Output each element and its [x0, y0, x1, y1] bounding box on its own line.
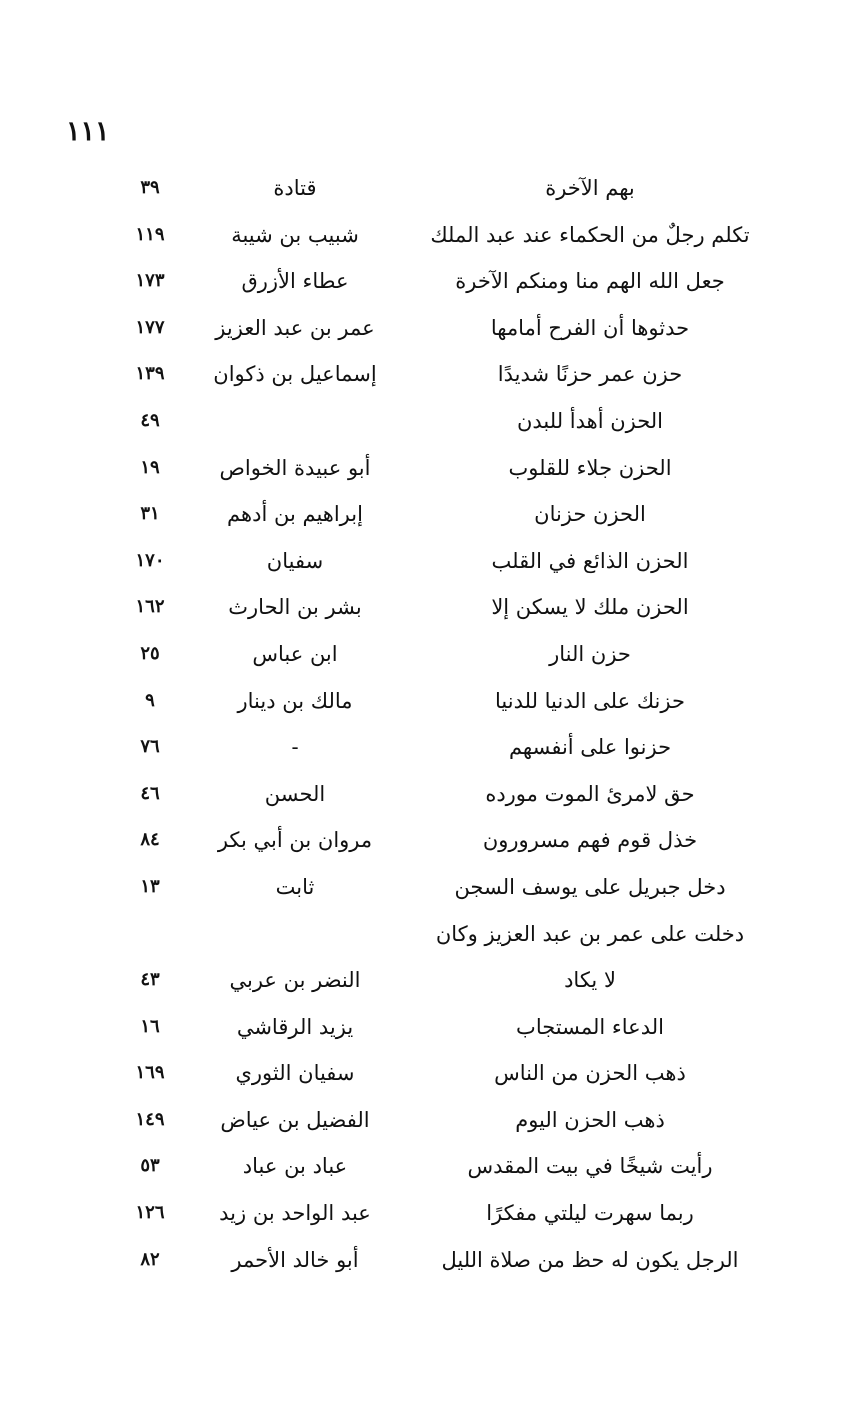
entry-phrase: حزن النار — [549, 641, 631, 666]
entry-narrator: عباد بن عباد — [242, 1154, 348, 1179]
entry-page: ٣١ — [140, 503, 160, 525]
entry-page: ١١٩ — [135, 223, 165, 245]
index-row — [100, 678, 760, 725]
index-row — [100, 258, 760, 305]
entry-narrator: بشر بن الحارث — [228, 595, 362, 620]
entry-phrase: لا يكاد — [564, 968, 616, 993]
entry-page: ٧٦ — [140, 736, 160, 758]
entry-narrator: مروان بن أبي بكر — [217, 828, 373, 853]
index-row — [100, 631, 760, 678]
index-row — [100, 1097, 760, 1144]
entry-narrator: أبو عبيدة الخواص — [219, 455, 371, 480]
entry-narrator: عبد الواحد بن زيد — [219, 1201, 371, 1226]
index-row — [100, 957, 760, 1004]
index-row — [100, 351, 760, 398]
index-row — [100, 724, 760, 771]
entry-narrator: إبراهيم بن أدهم — [227, 502, 363, 527]
index-row — [100, 584, 760, 631]
entry-phrase: الحزن ملك لا يسكن إلا — [491, 595, 689, 620]
index-row — [100, 1143, 760, 1190]
entry-phrase: دخل جبريل على يوسف السجن — [454, 874, 726, 899]
entry-narrator: النضر بن عربي — [229, 968, 361, 993]
entry-narrator: مالك بن دينار — [237, 688, 353, 713]
page-number: ١١١ — [66, 116, 110, 147]
entry-narrator: - — [291, 735, 299, 760]
entry-narrator: ثابت — [275, 874, 315, 899]
entry-page: ١٢٦ — [135, 1202, 165, 1224]
index-row — [100, 1237, 760, 1284]
entry-phrase: جعل الله الهم منا ومنكم الآخرة — [455, 269, 725, 294]
entry-page: ٢٥ — [140, 642, 160, 664]
entry-phrase: حزنوا على أنفسهم — [508, 735, 672, 760]
index-row — [100, 864, 760, 911]
entry-phrase: حدثوها أن الفرح أمامها — [490, 315, 690, 340]
entry-narrator: عطاء الأزرق — [241, 269, 349, 294]
entry-page: ١٧٧ — [135, 316, 165, 338]
index-row — [100, 1190, 760, 1237]
index-table — [100, 165, 760, 1283]
entry-narrator: ابن عباس — [252, 641, 338, 666]
entry-page: ١٤٩ — [135, 1108, 165, 1130]
index-row — [100, 817, 760, 864]
index-row — [100, 771, 760, 818]
entry-phrase: خذل قوم فهم مسرورون — [482, 828, 698, 853]
entry-phrase: الحزن أهدأ للبدن — [516, 408, 664, 433]
entry-page: ٤٦ — [140, 782, 160, 804]
entry-phrase: حق لامرئ الموت مورده — [485, 781, 695, 806]
entry-narrator: شبيب بن شيبة — [231, 222, 359, 247]
entry-page: ١٣ — [140, 875, 160, 897]
entry-narrator: قتادة — [273, 176, 317, 200]
entry-phrase: ذهب الحزن من الناس — [494, 1061, 686, 1086]
entry-phrase: رأيت شيخًا في بيت المقدس — [467, 1154, 713, 1179]
entry-phrase: الحزن الذائع في القلب — [491, 548, 689, 573]
entry-narrator: أبو خالد الأحمر — [231, 1247, 359, 1272]
entry-phrase: ربما سهرت ليلتي مفكرًا — [486, 1201, 694, 1226]
entry-page: ١٦ — [140, 1015, 160, 1037]
entry-phrase: بهم الآخرة — [545, 176, 635, 200]
entry-page: ١٦٩ — [135, 1062, 165, 1084]
entry-phrase: الحزن حزنان — [534, 502, 646, 527]
entry-page: ٥٣ — [140, 1155, 160, 1177]
index-row — [100, 165, 760, 212]
index-row — [100, 538, 760, 585]
entry-page: ١٣٩ — [135, 363, 165, 385]
index-row — [100, 305, 760, 352]
entry-phrase: الدعاء المستجاب — [516, 1014, 664, 1039]
entry-page: ٩ — [145, 689, 155, 711]
entry-phrase: ذهب الحزن اليوم — [515, 1107, 665, 1132]
index-row — [100, 491, 760, 538]
entry-page: ٨٢ — [140, 1248, 160, 1270]
entry-page: ٤٣ — [140, 969, 160, 991]
index-row — [100, 398, 760, 445]
entry-page: ٣٩ — [140, 177, 160, 198]
entry-page: ١٩ — [140, 456, 160, 478]
entry-narrator: الحسن — [264, 781, 326, 806]
entry-page: ١٧٠ — [135, 549, 165, 571]
entry-narrator: سفيان الثوري — [235, 1061, 355, 1086]
index-row — [100, 1004, 760, 1051]
entry-page: ٨٤ — [140, 829, 160, 851]
entry-phrase: الرجل يكون له حظ من صلاة الليل — [441, 1247, 739, 1272]
entry-phrase: الحزن جلاء للقلوب — [508, 455, 672, 480]
entry-phrase: حزن عمر حزنًا شديدًا — [497, 362, 683, 387]
entry-narrator: إسماعيل بن ذكوان — [213, 362, 377, 387]
entry-page: ١٧٣ — [135, 270, 165, 292]
entry-phrase: حزنك على الدنيا للدنيا — [495, 688, 685, 713]
index-row — [100, 1050, 760, 1097]
entry-page: ٤٩ — [140, 409, 160, 431]
entry-narrator: الفضيل بن عياض — [220, 1107, 370, 1132]
index-row — [100, 445, 760, 492]
entry-phrase: دخلت على عمر بن عبد العزيز وكان — [435, 921, 745, 946]
entry-phrase: تكلم رجلٌ من الحكماء عند عبد الملك — [430, 222, 750, 247]
index-row — [100, 212, 760, 259]
entry-narrator: عمر بن عبد العزيز — [215, 315, 375, 340]
entry-narrator: سفيان — [266, 548, 324, 573]
entry-narrator: يزيد الرقاشي — [236, 1014, 354, 1039]
index-row — [100, 911, 760, 958]
entry-page: ١٦٢ — [135, 596, 165, 618]
